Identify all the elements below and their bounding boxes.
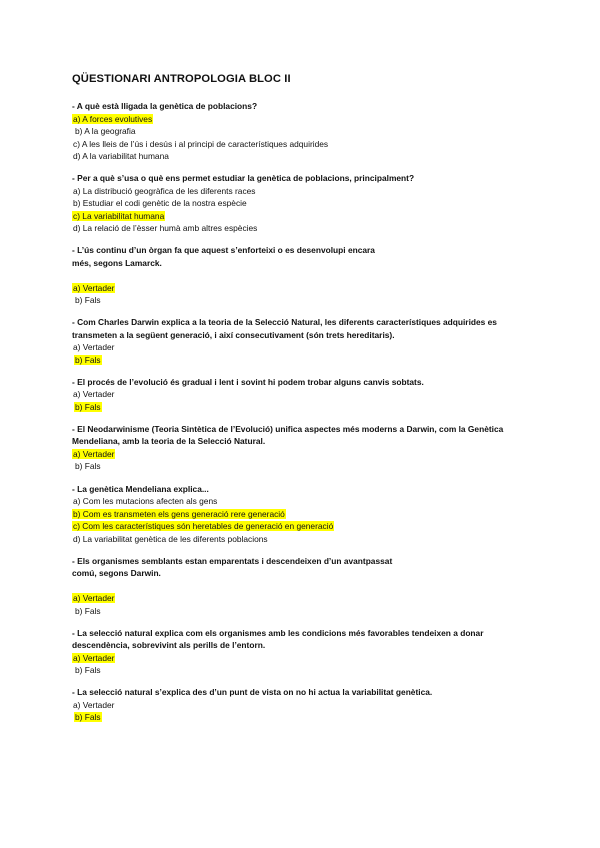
question-text: - El procés de l’evolució és gradual i lent i sovint hi podem trobar alguns canvis sobtats. [72, 376, 424, 387]
answer-options [72, 185, 542, 235]
correct-answer-option [72, 354, 542, 367]
answer-option [72, 495, 542, 508]
answer-option-label: c) La variabilitat humana [73, 210, 165, 221]
correct-answer-option [72, 401, 542, 414]
question-text: - La genètica Mendeliana explica... [72, 483, 209, 494]
question-text: - La selecció natural s’explica des d’un punt de vista on no hi actua la variabilitat genètica. [72, 687, 433, 698]
question-text: - Els organismes semblants estan emparentats i descendeixen d’un avantpassat comú, segons Darwin. [72, 555, 393, 579]
question-block [72, 555, 542, 618]
answer-option [72, 222, 542, 235]
answer-option [72, 664, 542, 677]
correct-answer-option [72, 711, 542, 724]
answer-option-label: b) Fals [75, 354, 101, 365]
question-block [72, 423, 542, 473]
answer-option-label: a) Com les mutacions afecten als gens [73, 496, 218, 507]
question-block [72, 244, 542, 307]
answer-option [72, 138, 542, 151]
answer-options [72, 113, 542, 163]
answer-option-label: d) La variabilitat genètica de les diferents poblacions [73, 533, 268, 544]
answer-option-label: b) Fals [75, 712, 101, 723]
correct-answer-option [72, 282, 542, 295]
answer-option-label: a) Vertader [73, 342, 115, 353]
answer-option-label: a) Vertader [73, 282, 115, 293]
question-text: - Per a què s’usa o què ens permet estudiar la genètica de poblacions, principalment? [72, 173, 415, 184]
answer-option-label: d) La relació de l’èsser humà amb altres espècies [73, 223, 258, 234]
question-block [72, 483, 542, 546]
answer-option [72, 460, 542, 473]
answer-option [72, 185, 542, 198]
answer-option-label: b) Com es transmeten els gens generació rere generació [73, 508, 285, 519]
answer-options [72, 448, 542, 473]
answer-option [72, 605, 542, 618]
answer-option-label: b) Fals [75, 461, 101, 472]
answer-option-label: a) Vertader [73, 699, 115, 710]
answer-option [72, 125, 542, 138]
answer-option-label: a) Vertader [73, 652, 115, 663]
answer-options [72, 388, 542, 413]
correct-answer-option [72, 508, 542, 521]
question-text: - El Neodarwinisme (Teoria Sintètica de l’Evolució) unifica aspectes més moderns a Darwin, com la Genètica Mendeliana, amb la teoria de la Selecció Natural. [72, 423, 504, 447]
answer-option [72, 294, 542, 307]
answer-option [72, 197, 542, 210]
answer-option [72, 699, 542, 712]
answer-option-label: b) Fals [75, 665, 101, 676]
answer-option-label: a) A forces evolutives [73, 113, 153, 124]
answer-option-label: c) Com les característiques són heretables de generació en generació [73, 521, 334, 532]
answer-options [72, 652, 542, 677]
answer-option-label: c) A les lleis de l’ús i desús i al principi de característiques adquirides [73, 138, 329, 149]
question-block [72, 627, 542, 677]
answer-option [72, 341, 542, 354]
answer-options [72, 592, 542, 617]
correct-answer-option [72, 520, 542, 533]
answer-options [72, 282, 542, 307]
answer-option-label: a) Vertader [73, 389, 115, 400]
answer-option-label: b) Fals [75, 605, 101, 616]
answer-option [72, 533, 542, 546]
answer-option-label: a) Vertader [73, 593, 115, 604]
answer-option-label: b) Fals [75, 295, 101, 306]
question-text: - A què està lligada la genètica de poblacions? [72, 101, 258, 111]
answer-options [72, 699, 542, 724]
question-text: - L’ús continu d’un òrgan fa que aquest s’enforteixi o es desenvolupi encara més, segons Lamarck. [72, 245, 375, 268]
document-title: QÜESTIONARI ANTROPOLOGIA BLOC II [72, 73, 291, 85]
correct-answer-option [72, 113, 542, 126]
correct-answer-option [72, 448, 542, 461]
question-text: - Com Charles Darwin explica a la teoria de la Selecció Natural, les diferents característiques adquirides es transmeten a la següent generació, i així consecutivament (són trets hereditaris). [72, 317, 497, 340]
answer-option-label: d) A la variabilitat humana [73, 151, 169, 161]
question-block [72, 686, 542, 724]
question-text: - La selecció natural explica com els organismes amb les condicions més favorables tendeixen a donar descendència, sobrevivint als perills de l’entorn. [72, 627, 484, 651]
question-block [72, 316, 542, 366]
answer-options [72, 341, 542, 366]
correct-answer-option [72, 652, 542, 665]
correct-answer-option [72, 210, 542, 223]
answer-option-label: a) Vertader [73, 448, 115, 459]
answer-option [72, 150, 542, 163]
answer-option-label: b) Estudiar el codi genètic de la nostra espècie [73, 198, 247, 209]
correct-answer-option [72, 592, 542, 605]
answer-option-label: b) Fals [75, 401, 101, 412]
answer-option-label: a) La distribució geogràfica de les diferents races [73, 185, 256, 196]
answer-option [72, 388, 542, 401]
question-block [72, 100, 542, 163]
question-list [72, 100, 542, 733]
answer-options [72, 495, 542, 545]
question-block [72, 376, 542, 414]
answer-option-label: b) A la geografia [75, 126, 136, 136]
question-block [72, 172, 542, 235]
